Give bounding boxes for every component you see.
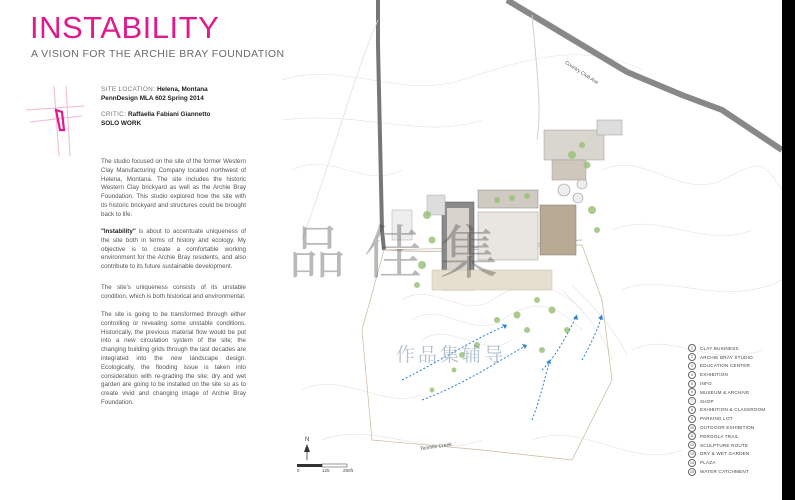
- description-paragraph-1: The studio focused on the site of the former Western Clay Manufacturing Company located northwest of Helena, Montana. The site includes the historic Western Clay brickyard as well as the Archie Bray Foundation. This studio explored how the site with its historic brickyard and structures could be brought back to life.: [101, 158, 246, 218]
- legend-label: OUTDOOR EXHIBITION: [700, 425, 755, 431]
- legend-label: EXHIBITION & CLASSROOM: [700, 407, 766, 413]
- legend-label: ARCHIE BRAY STUDIO: [700, 354, 753, 360]
- scale-bar: [292, 438, 372, 483]
- education-center: [540, 205, 576, 255]
- legend-label: SHOP: [700, 398, 714, 404]
- north-label: N: [305, 437, 310, 443]
- legend-item: [688, 388, 765, 397]
- legend-number: 6: [688, 388, 696, 396]
- legend-number: 12: [690, 443, 694, 448]
- legend-number: 11: [688, 432, 696, 440]
- legend-label: PARKING LOT: [700, 416, 733, 422]
- legend-label: WATER CATCHMENT: [700, 469, 749, 475]
- legend-item: [688, 423, 765, 432]
- road-label-creek: Tenmile Creek: [419, 441, 453, 453]
- north-arrow-icon: [292, 438, 372, 478]
- legend-number: 13: [690, 451, 694, 456]
- legend-item: [688, 344, 765, 353]
- site-info: [101, 86, 208, 103]
- legend-label: EDUCATION CENTER: [700, 363, 751, 369]
- legend-item: [688, 441, 765, 450]
- legend-item: [688, 450, 765, 459]
- legend-label: PLAZA: [700, 460, 716, 466]
- legend-number: 3: [688, 362, 696, 370]
- critic-name: Raffaella Fabiani Giannetto: [127, 111, 211, 118]
- legend-number: 10: [690, 425, 694, 430]
- legend-label: MUSEUM & ARCHIVE: [700, 389, 750, 395]
- watermark-logo-text: 品佳集: [288, 219, 517, 287]
- water-flow-arrows: [402, 315, 602, 420]
- location-key-map: [26, 86, 86, 156]
- legend-item: [688, 397, 765, 406]
- description-paragraph-2: [101, 228, 246, 272]
- legend-number: 9: [688, 415, 696, 423]
- legend-item: [688, 414, 765, 423]
- scale-tick-0: 0: [297, 468, 300, 473]
- legend-number: 8: [688, 406, 696, 414]
- instability-term: "Instability": [101, 228, 136, 235]
- legend-number: 7: [688, 397, 696, 405]
- critic-info: [101, 111, 210, 128]
- legend-item: [688, 370, 765, 379]
- legend-label: DRY & WET GARDEN: [700, 451, 750, 457]
- road-label-country-club: Country Club Ave: [563, 59, 600, 87]
- legend-item: [688, 406, 765, 415]
- description-paragraph-2-text: is about to accentuate uniqueness of the site both in terms of history and ecology. My objective is to create a comfortable working environment for the Archie Bray residents, and also contribute to its future sustainable development.: [101, 228, 246, 271]
- legend-number: 1: [688, 344, 696, 352]
- legend-number: 4: [688, 371, 696, 379]
- arrow-heads: [502, 315, 603, 364]
- work-type: SOLO WORK: [101, 119, 142, 127]
- legend-label: PERGOLA TRAIL: [700, 433, 739, 439]
- legend-label: EXHIBITION: [700, 372, 729, 378]
- legend: [688, 344, 765, 476]
- legend-label: SCULPTURE ROUTE: [700, 442, 749, 448]
- description-paragraph-3: The site's uniqueness consists of its unstable condition, which is both historical and environmental.: [101, 284, 246, 300]
- country-club-road: [507, 0, 782, 150]
- legend-number: 5: [688, 380, 696, 388]
- page-subtitle: A VISION FOR THE ARCHIE BRAY FOUNDATION: [31, 48, 285, 60]
- scale-tick-250ft: 250ft: [343, 468, 354, 473]
- page-title: INSTABILITY: [30, 10, 220, 45]
- legend-item: [688, 362, 765, 371]
- legend-number: 2: [688, 353, 696, 361]
- legend-item: [688, 467, 765, 476]
- site-location-value: Helena, Montana: [156, 86, 208, 93]
- course-info: PennDesign MLA 602 Spring 2014: [101, 94, 204, 102]
- site-location-label: SITE LOCATION:: [101, 86, 156, 93]
- legend-item: [688, 353, 765, 362]
- scale-tick-125: 125: [322, 468, 330, 473]
- legend-number: 14: [690, 460, 694, 465]
- legend-number: 15: [690, 469, 694, 474]
- critic-label: CRITIC:: [101, 111, 127, 118]
- description-paragraph-4: The site is going to be transformed through either controlling or revealing some unstable conditions. Historically, the previous material flow would be put into a new circulation system of the site; the changing building grids through the last decades are integrated into the new landscape design. Ecologically, the flooding issue is taken into consideration with re-grading the site; dry and wet garden are going to be installed on the site so as to create vivid and changing image of Archie Bray Foundation.: [101, 311, 246, 406]
- legend-label: INFO: [700, 381, 712, 387]
- legend-item: [688, 432, 765, 441]
- legend-item: [688, 379, 765, 388]
- legend-item: [688, 458, 765, 467]
- watermark-subtext: 作品集辅导: [396, 344, 507, 366]
- legend-label: CLAY BUSINESS: [700, 345, 739, 351]
